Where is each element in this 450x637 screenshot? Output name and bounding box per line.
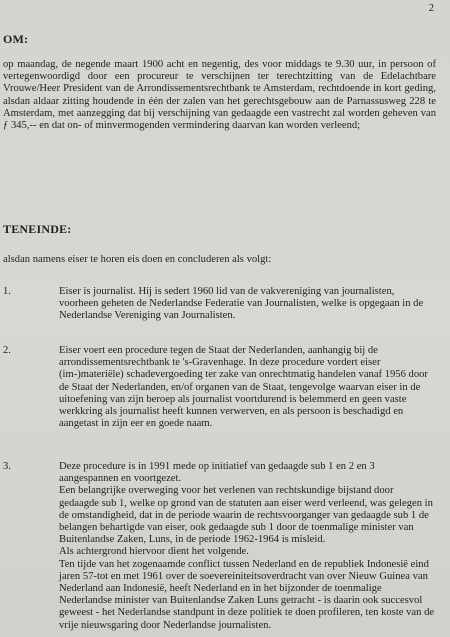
heading-teneinde: TENEINDE: xyxy=(3,222,72,236)
list-item-1 xyxy=(3,286,436,323)
item-text: Eiser is journalist. Hij is sedert 1960 lid van de vakvereniging van journalisten, voorheen geheten de Nederlandse Federatie van Journalisten, welke is opgegaan in de Nederlandse Vereniging van Journalisten. xyxy=(59,286,424,322)
item-number: 2. xyxy=(3,345,11,356)
item-number: 3. xyxy=(3,461,11,472)
page-number: 2 xyxy=(428,3,434,14)
heading-om: OM: xyxy=(3,32,29,46)
item-subparagraph-3: Ten tijde van het zogenaamde conflict tussen Nederland en de republiek Indonesië eind jaren 57-tot en met 1961 over de soevereiniteitsoverdracht van over Nieuw Guinea van Nederland aan Indonesië, heeft Nederland en in het bijzonder de toenmalige Nederlandse minister van Buitenlandse Zaken Luns getracht - is daarin ook succesvol geweest - het Nederlandse standpunt in deze politiek te doen profileren, ten koste van de vrije nieuwsgaring door Nederlandse journalisten. xyxy=(59,558,435,631)
paragraph-summons: op maandag, de negende maart 1900 acht en negentig, des voor middags te 9.30 uur, in persoon of vertegenwoordigd door een procureur te verschijnen ter terechtzitting van de Edelachtbare Vrouwe/Heer President van de Arrondissementsrechtbank te Amsterdam, rechtdoende in kort geding, alsdan aldaar zitting houdende in één der zalen van het gerechtsgebouw aan de Parnassusweg 228 te Amsterdam, met aanzegging dat bij verschijning van gedaagde een vastrecht zal worden geheven van ƒ 345,-- en dat on- of minvermogenden vermindering daarvan kan worden verleend; xyxy=(3,59,436,132)
list-item-3 xyxy=(3,461,436,632)
item-body xyxy=(59,461,436,632)
paragraph-teneinde-intro: alsdan namens eiser te horen eis doen en concluderen als volgt: xyxy=(3,254,272,265)
item-subparagraph-1: Een belangrijke overweging voor het verlenen van rechtskundige bijstand door gedaagde sub 1, welke op grond van de statuten aan eiser werd verleend, was gelegen in de omstandigheid, dat in de periode waarin de rechtsvoorganger van gedaagde sub 1 de belangen behartigde van eiser, ook gedaagde sub 1 door de toenmalige minister van Buitenlandse Zaken, Luns, in de periode 1962-1964 is misleid. xyxy=(59,485,433,546)
list-item-2 xyxy=(3,345,436,430)
item-subparagraph-2: Als achtergrond hiervoor dient het volgende. xyxy=(59,546,249,558)
item-text: Deze procedure is in 1991 mede op initiatief van gedaagde sub 1 en 2 en 3 aangespannen en voortgezet. xyxy=(59,461,375,485)
item-number: 1. xyxy=(3,286,11,297)
item-text: Eiser voert een procedure tegen de Staat der Nederlanden, aanhangig bij de arrondissementsrechtbank te 's-Gravenhage. In deze procedure vordert eiser (im-)materiële) schadevergoeding ter zake van onrechtmatig handelen vanaf 1956 door de Staat der Nederlanden, en/of organen van de Staat, tengevolge waarvan eiser in de uitoefening van zijn beroep als journalist voortdurend is belemmerd en geen vaste werkkring als journalist heeft kunnen verwerven, en als persoon is beschadigd en aangetast in zijn eer en goede naam. xyxy=(59,345,428,430)
